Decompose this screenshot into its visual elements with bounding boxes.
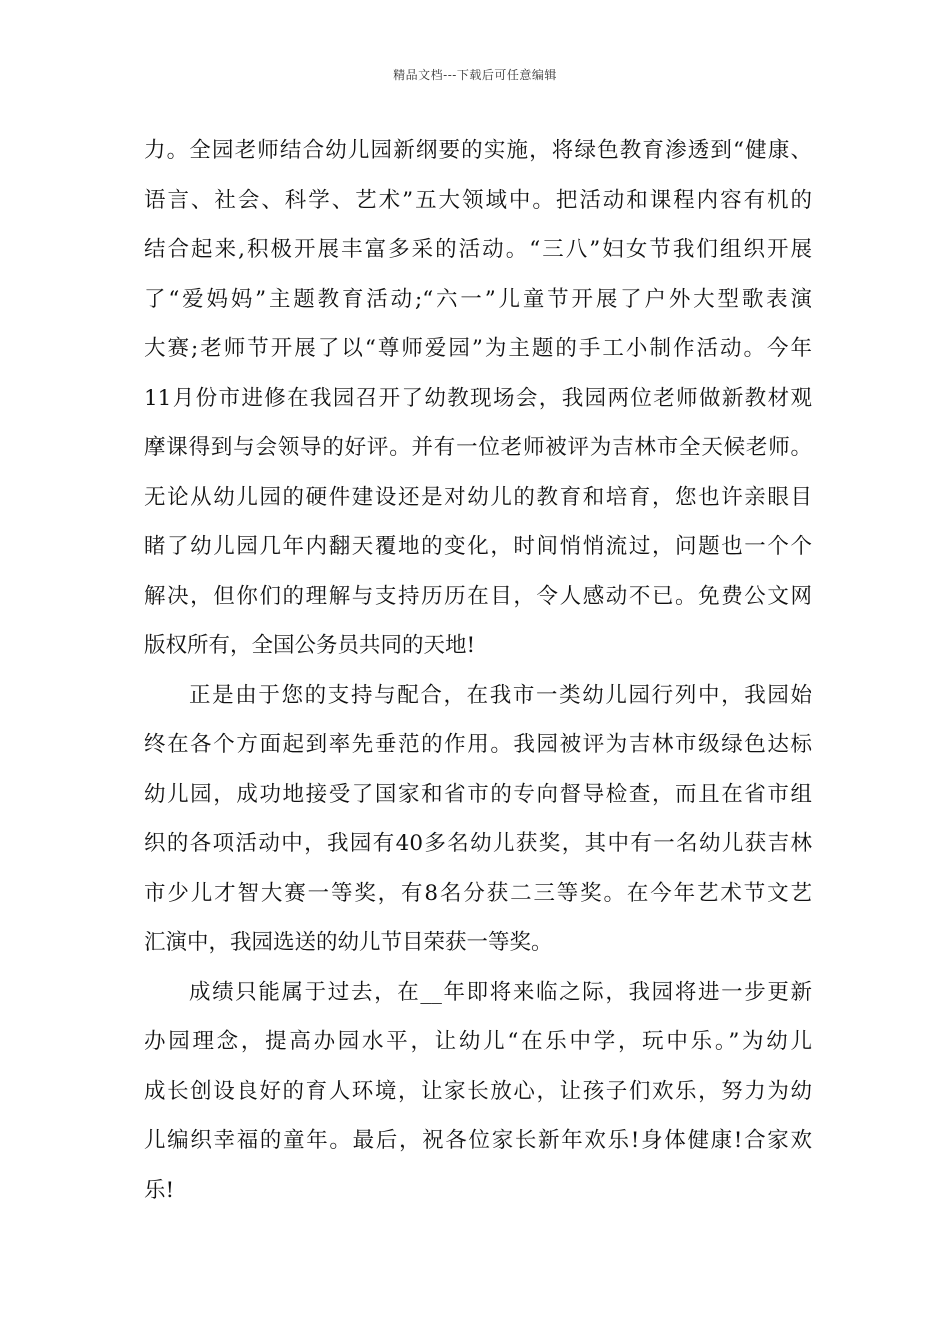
paragraph-1-line-7: 摩课得到与会领导的好评。并有一位老师被评为吉林市全天候老师。 [144,435,812,460]
paragraph-2-line-5: 市少儿才智大赛一等奖，有8名分获二三等奖。在今年艺术节文艺 [144,880,812,906]
paragraph-2-line-2: 终在各个方面起到率先垂范的作用。我园被评为吉林市级绿色达标 [144,732,812,757]
paragraph-3-line-1: 成绩只能属于过去，在__年即将来临之际，我园将进一步更新 [189,979,812,1005]
paragraph-1-line-3: 结合起来,积极开展丰富多采的活动。“三八”妇女节我们组织开展 [144,237,812,262]
paragraph-3-line-5: 乐! [144,1177,175,1203]
paragraph-1-line-11: 版权所有，全国公务员共同的天地! [144,633,476,658]
paragraph-2-line-6: 汇演中，我园选送的幼儿节目荣获一等奖。 [144,930,553,955]
paragraph-1-line-5: 大赛;老师节开展了以“尊师爱园”为主题的手工小制作活动。今年 [144,336,812,361]
paragraph-1-line-2: 语言、社会、科学、艺术”五大领域中。把活动和课程内容有机的 [144,187,812,213]
paragraph-1-line-10: 解决，但你们的理解与支持历历在目，令人感动不已。免费公文网 [144,583,812,609]
paragraph-1-line-6: 11月份市进修在我园召开了幼教现场会，我园两位老师做新教材观 [144,385,812,411]
paragraph-1-line-1: 力。全园老师结合幼儿园新纲要的实施，将绿色教育渗透到“健康、 [144,138,812,163]
paragraph-1-line-9: 睹了幼儿园几年内翻天覆地的变化，时间悄悄流过，问题也一个个 [144,534,812,559]
paragraph-3-line-4: 儿编织幸福的童年。最后，祝各位家长新年欢乐!身体健康!合家欢 [144,1128,812,1153]
paragraph-1-line-8: 无论从幼儿园的硬件建设还是对幼儿的教育和培育，您也许亲眼目 [144,484,812,510]
paragraph-3-line-3: 成长创设良好的育人环境，让家长放心，让孩子们欢乐，努力为幼 [144,1078,812,1104]
paragraph-2-line-1: 正是由于您的支持与配合，在我市一类幼儿园行列中，我园始 [189,682,812,708]
paragraph-1-line-4: 了“爱妈妈”主题教育活动;“六一”儿童节开展了户外大型歌表演 [144,286,812,312]
paragraph-2-line-3: 幼儿园，成功地接受了国家和省市的专向督导检查，而且在省市组 [144,781,812,807]
paragraph-3-line-2: 办园理念，提高办园水平，让幼儿“在乐中学，玩中乐。”为幼儿 [144,1029,812,1054]
page-header: 精品文档---下载后可任意编辑 [393,68,557,82]
paragraph-2-line-4: 织的各项活动中，我园有40多名幼儿获奖，其中有一名幼儿获吉林 [144,831,812,856]
document-body [144,126,812,1215]
